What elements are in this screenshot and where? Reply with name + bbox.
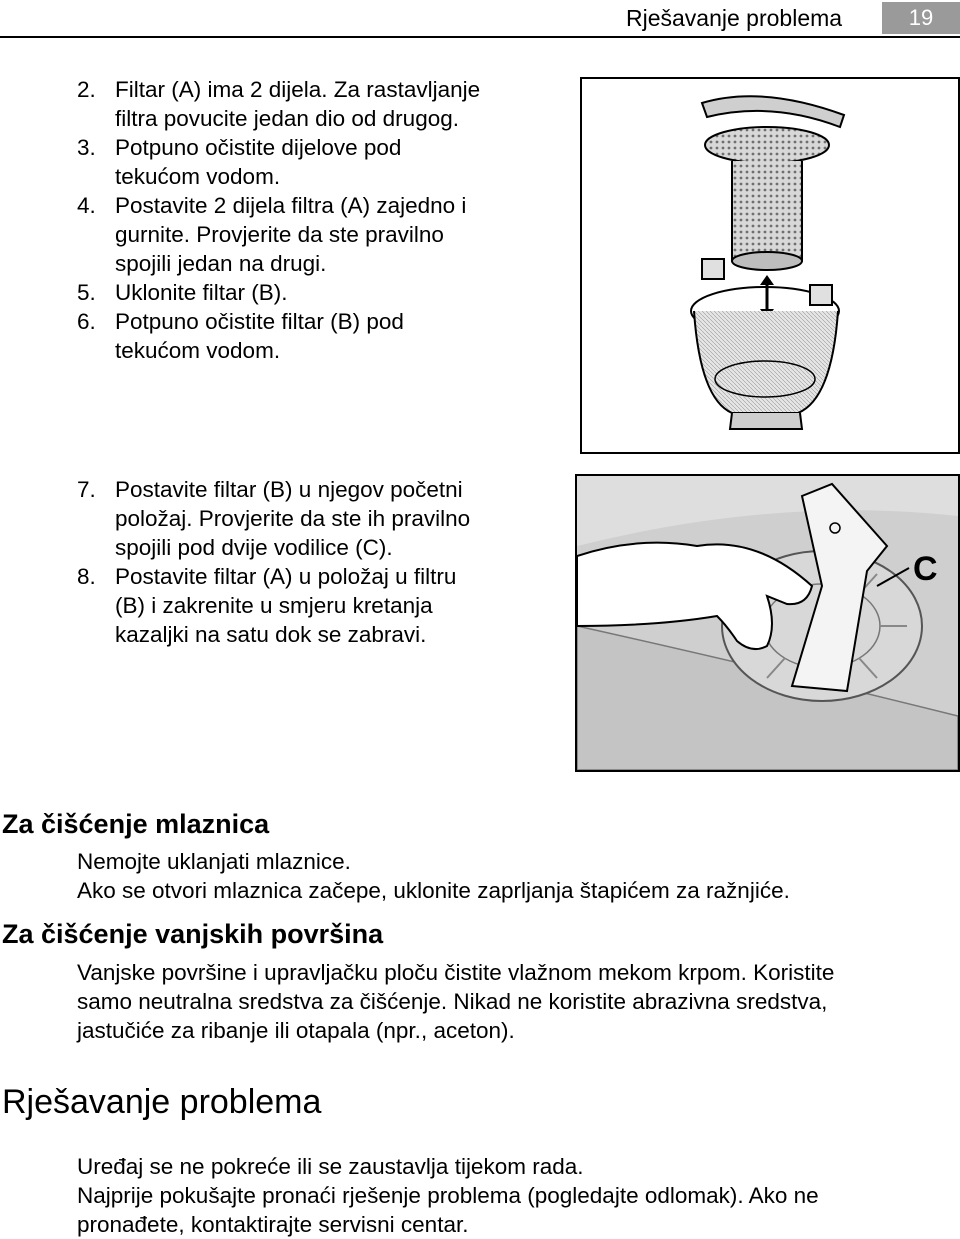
paragraph-line: pronađete, kontaktirajte servisni centar. [77, 1212, 469, 1237]
paragraph-line: Nemojte uklanjati mlaznice. [77, 849, 351, 874]
heading-cleaning-nozzles: Za čišćenje mlaznica [2, 809, 270, 839]
step-text-line: tekućom vodom. [115, 338, 281, 363]
step-text-line: kazaljki na satu dok se zabravi. [115, 622, 427, 647]
paragraph-line: samo neutralna sredstva za čišćenje. Nikad ne koristite abrazivna sredstva, [77, 989, 828, 1014]
step-number: 8. [77, 564, 96, 589]
filter-illustration [582, 79, 958, 452]
step-number: 4. [77, 193, 96, 218]
guide-callout-label: C [913, 550, 938, 588]
step-text-line: Postavite filtar (A) u položaj u filtru [115, 564, 457, 589]
filter-insertion-illustration [577, 476, 958, 770]
step-text-line: gurnite. Provjerite da ste pravilno [115, 222, 444, 247]
paragraph-line: Najprije pokušajte pronaći rješenje problema (pogledajte odlomak). Ako ne [77, 1183, 819, 1208]
exterior-text [77, 958, 957, 1045]
instruction-list-steps-2-6 [77, 75, 480, 365]
step-text-line: Potpuno očistite dijelove pod [115, 135, 402, 160]
instruction-step [77, 307, 480, 365]
step-number: 6. [77, 309, 96, 334]
instruction-step [77, 133, 480, 191]
instruction-step [77, 191, 480, 278]
step-text-line: (B) i zakrenite u smjeru kretanja [115, 593, 433, 618]
step-number: 5. [77, 280, 96, 305]
instruction-step [77, 562, 470, 649]
heading-cleaning-exterior: Za čišćenje vanjskih površina [2, 919, 384, 949]
filter-disassembly-figure [580, 77, 960, 454]
step-number: 3. [77, 135, 96, 160]
step-text-line: tekućom vodom. [115, 164, 281, 189]
step-text-line: filtra povucite jedan dio od drugog. [115, 106, 459, 131]
instruction-step [77, 475, 470, 562]
page-number: 19 [882, 2, 960, 34]
paragraph-line: Ako se otvori mlaznica začepe, uklonite zaprljanja štapićem za ražnjiće. [77, 878, 790, 903]
step-text-line: Postavite 2 dijela filtra (A) zajedno i [115, 193, 467, 218]
paragraph-line: jastučiće za ribanje ili otapala (npr., aceton). [77, 1018, 515, 1043]
step-text-line: Filtar (A) ima 2 dijela. Za rastavljanje [115, 77, 481, 102]
step-text-line: Potpuno očistite filtar (B) pod [115, 309, 404, 334]
instruction-step [77, 278, 480, 307]
step-text-line: spojili jedan na drugi. [115, 251, 327, 276]
step-text-line: Uklonite filtar (B). [115, 280, 288, 305]
paragraph-line: Vanjske površine i upravljačku ploču čistite vlažnom mekom krpom. Koristite [77, 960, 835, 985]
header-rule [0, 36, 960, 38]
running-header-title: Rješavanje problema [626, 5, 843, 31]
nozzles-text [77, 847, 957, 905]
step-number: 7. [77, 477, 96, 502]
step-text-line: spojili pod dvije vodilice (C). [115, 535, 393, 560]
step-text-line: Postavite filtar (B) u njegov početni [115, 477, 463, 502]
troubleshooting-text [77, 1152, 957, 1239]
instruction-step [77, 75, 480, 133]
instruction-list-steps-7-8 [77, 475, 470, 649]
heading-troubleshooting: Rješavanje problema [2, 1083, 322, 1121]
step-text-line: položaj. Provjerite da ste ih pravilno [115, 506, 471, 531]
paragraph-line: Uređaj se ne pokreće ili se zaustavlja tijekom rada. [77, 1154, 584, 1179]
step-number: 2. [77, 77, 96, 102]
filter-insertion-figure [575, 474, 960, 772]
